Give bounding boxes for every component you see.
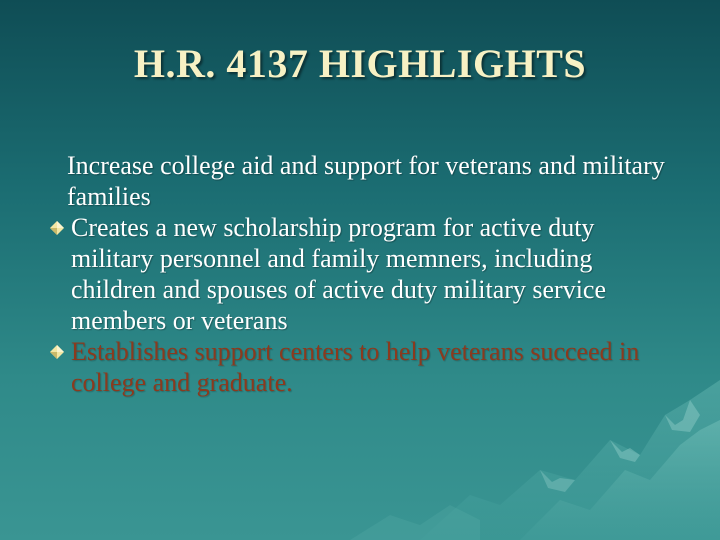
bullet-item-scholarship xyxy=(0,212,661,336)
diamond-bullet-icon xyxy=(50,221,64,235)
diamond-bullet-icon xyxy=(50,345,64,359)
bullet-text: Creates a new scholarship program for active duty military personnel and family memners, including children and spouses of active duty military service members or veterans xyxy=(71,213,607,335)
bullet-item-support-centers xyxy=(0,336,661,398)
slide-title: H.R. 4137 HIGHLIGHTS xyxy=(133,41,587,86)
bullet-text: Establishes support centers to help veterans succeed in college and graduate. xyxy=(71,337,640,397)
intro-paragraph: Increase college aid and support for veterans and military families xyxy=(67,151,665,211)
slide-body xyxy=(0,150,720,398)
